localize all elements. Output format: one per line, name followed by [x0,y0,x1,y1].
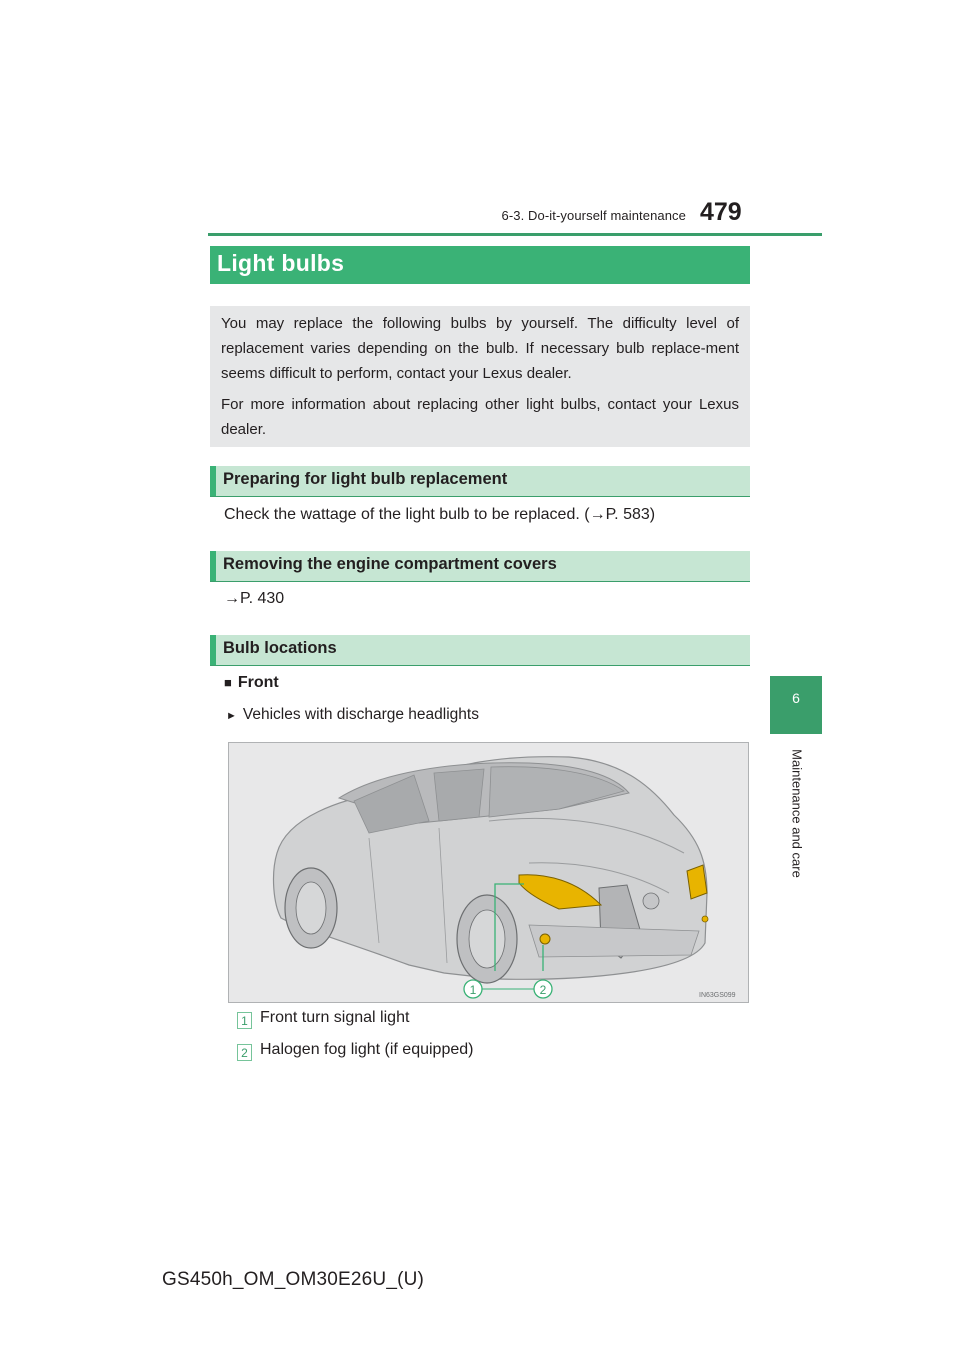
legend-label-1: Front turn signal light [260,1009,410,1026]
section-accent [210,466,216,496]
right-headlight [687,865,707,899]
car-illustration [228,742,749,1003]
preparing-body: Check the wattage of the light bulb to be replaced. (→P. 583) [224,506,656,523]
subheading-front-text: Front [237,674,279,691]
subheading-front [224,674,279,692]
page-title: Light bulbs [217,250,345,276]
lexus-emblem [643,893,659,909]
page-number: 479 [700,198,742,226]
fog-light [540,934,550,944]
section-title-preparing: Preparing for light bulb replacement [223,470,508,488]
square-bullet-icon: ■ [224,675,232,690]
section-accent [210,551,216,581]
header-rule [208,233,822,236]
rear-wheel-rim [296,882,326,934]
legend-number-1: 1 [237,1012,252,1029]
front-wheel-rim [469,910,505,968]
legend-number-2: 2 [237,1044,252,1061]
footer-doc-code: GS450h_OM_OM30E26U_(U) [162,1269,425,1290]
side-window-front [434,769,484,821]
section-accent [210,635,216,665]
intro-paragraph-1: You may replace the following bulbs by yourself. The difficulty level of replacement varies depending on the bulb. If necessary bulb replace-ment seems difficult to perform, contact your Lexus dealer. [221,315,739,382]
callout-number-1: 1 [469,983,477,997]
front-bumper [529,925,699,957]
bullet-discharge-text: Vehicles with discharge headlights [242,706,479,723]
car-drawing [229,743,749,1003]
chapter-tab-number: 6 [792,690,800,706]
fog-light-right [702,916,708,922]
header-section-title: 6-3. Do-it-yourself maintenance [501,208,686,223]
legend-label-2: Halogen fog light (if equipped) [260,1041,474,1058]
chapter-tab-label: Maintenance and care [789,749,805,878]
bullet-discharge [226,706,479,724]
intro-paragraph-2: For more information about replacing other light bulbs, contact your Lexus dealer. [221,396,739,438]
triangle-bullet-icon: ► [226,710,237,722]
removing-body: →P. 430 [224,590,285,607]
callout-number-2: 2 [539,983,547,997]
section-title-removing: Removing the engine compartment covers [223,555,557,573]
figure-code: IN63GS099 [699,992,736,999]
section-title-locations: Bulb locations [223,639,337,657]
